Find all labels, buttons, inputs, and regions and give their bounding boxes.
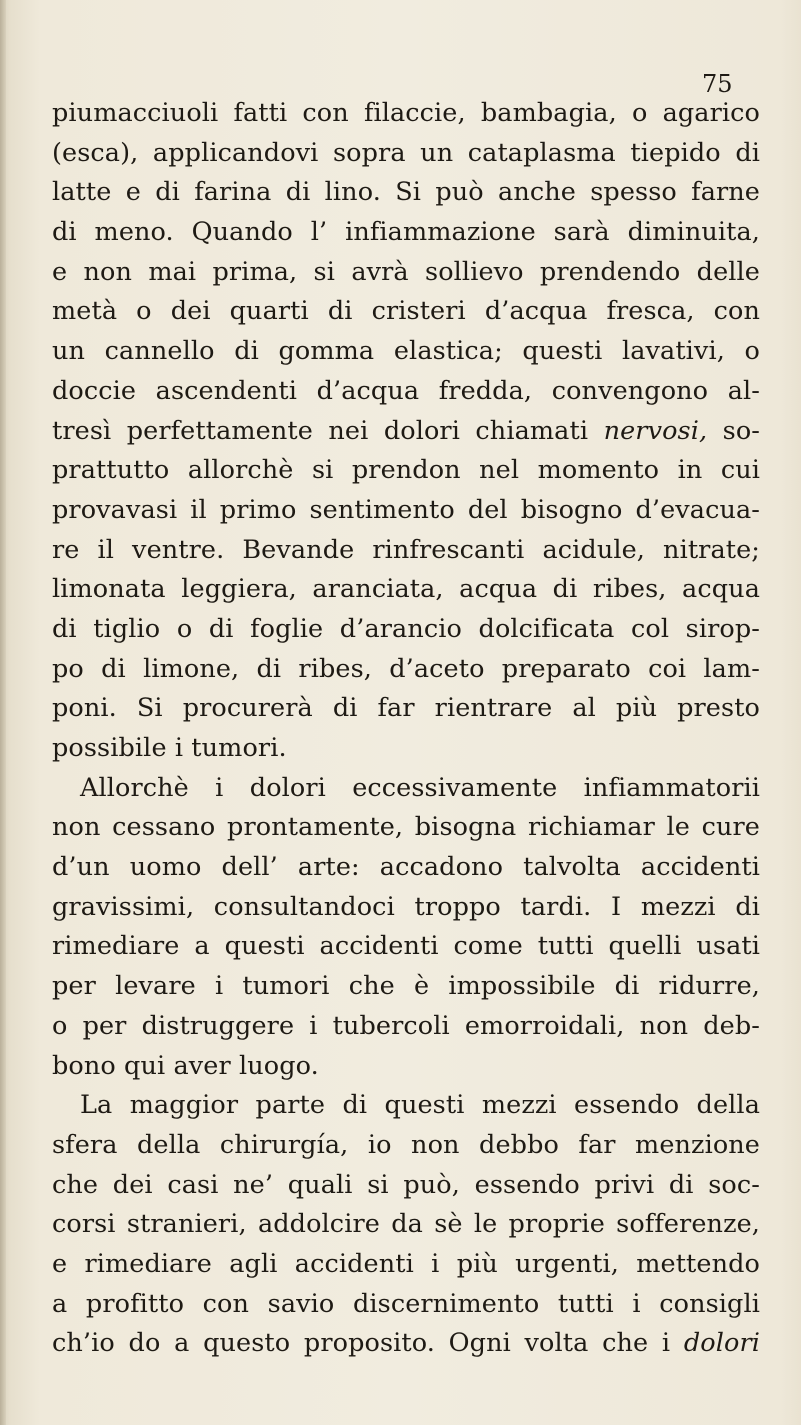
text-line: un cannello di gomma elastica; questi lavativi, o (52, 336, 760, 367)
text-line: limonata leggiera, aranciata, acqua di ribes, acqua (52, 574, 760, 605)
text-line: corsi stranieri, addolcire da sè le proprie sofferenze, (52, 1209, 760, 1240)
italic-term: nervosi, (603, 415, 708, 446)
text-line: Allorchè i dolori eccessivamente infiammatorii (80, 772, 760, 803)
text-line: rimediare a questi accidenti come tutti quelli usati (52, 931, 760, 962)
text-line: e non mai prima, si avrà sollievo prendendo delle (52, 256, 760, 287)
text-line: e rimediare agli accidenti i più urgenti, mettendo (52, 1248, 760, 1279)
italic-term: dolori (683, 1328, 760, 1359)
text-line: per levare i tumori che è impossibile di ridurre, (52, 971, 760, 1002)
page-gutter-shadow (0, 0, 6, 1425)
text-segment: ch’io do a questo proposito. Ogni volta che i (52, 1328, 684, 1359)
text-segment: so- (707, 415, 761, 446)
text-line: a profitto con savio discernimento tutti i consigli (52, 1288, 760, 1319)
text-line: che dei casi ne’ quali si può, essendo privi di soc- (52, 1169, 760, 1200)
text-line: poni. Si procurerà di far rientrare al più presto (52, 693, 760, 724)
text-line (52, 1324, 760, 1364)
text-line: La maggior parte di questi mezzi essendo della (80, 1090, 760, 1121)
text-line: possibile i tumori. (52, 733, 287, 763)
text-line: di tiglio o di foglie d’arancio dolcificata col sirop- (52, 613, 760, 644)
text-line: po di limone, di ribes, d’aceto preparato coi lam- (52, 653, 760, 684)
text-line: metà o dei quarti di cristeri d’acqua fresca, con (52, 296, 760, 327)
text-line (52, 412, 760, 452)
text-line: re il ventre. Bevande rinfrescanti acidule, nitrate; (52, 534, 760, 565)
text-line: piumacciuoli fatti con filaccie, bambagia, o agarico (52, 98, 760, 128)
text-segment: tresì perfettamente nei dolori chiamati (52, 415, 604, 446)
text-line: di meno. Quando l’ infiammazione sarà diminuita, (52, 217, 760, 248)
text-line: gravissimi, consultandoci troppo tardi. I mezzi di (52, 891, 760, 922)
text-line: prattutto allorchè si prendon nel momento in cui (52, 455, 760, 486)
text-line: bono qui aver luogo. (52, 1050, 319, 1081)
text-line: non cessano prontamente, bisogna richiamar le cure (52, 812, 760, 843)
text-line: (esca), applicandovi sopra un cataplasma tiepido di (52, 137, 760, 168)
text-line: provavasi il primo sentimento del bisogno d’evacua- (52, 494, 760, 525)
text-line: d’un uomo dell’ arte: accadono talvolta accidenti (52, 852, 760, 883)
text-line: doccie ascendenti d’acqua fredda, convengono al- (52, 375, 760, 406)
body-text (52, 94, 760, 1364)
text-line: o per distruggere i tubercoli emorroidali, non deb- (52, 1010, 760, 1041)
page-number: 75 (702, 70, 733, 98)
text-line: latte e di farina di lino. Si può anche spesso farne (52, 177, 760, 208)
text-line: sfera della chirurgía, io non debbo far menzione (52, 1129, 760, 1160)
